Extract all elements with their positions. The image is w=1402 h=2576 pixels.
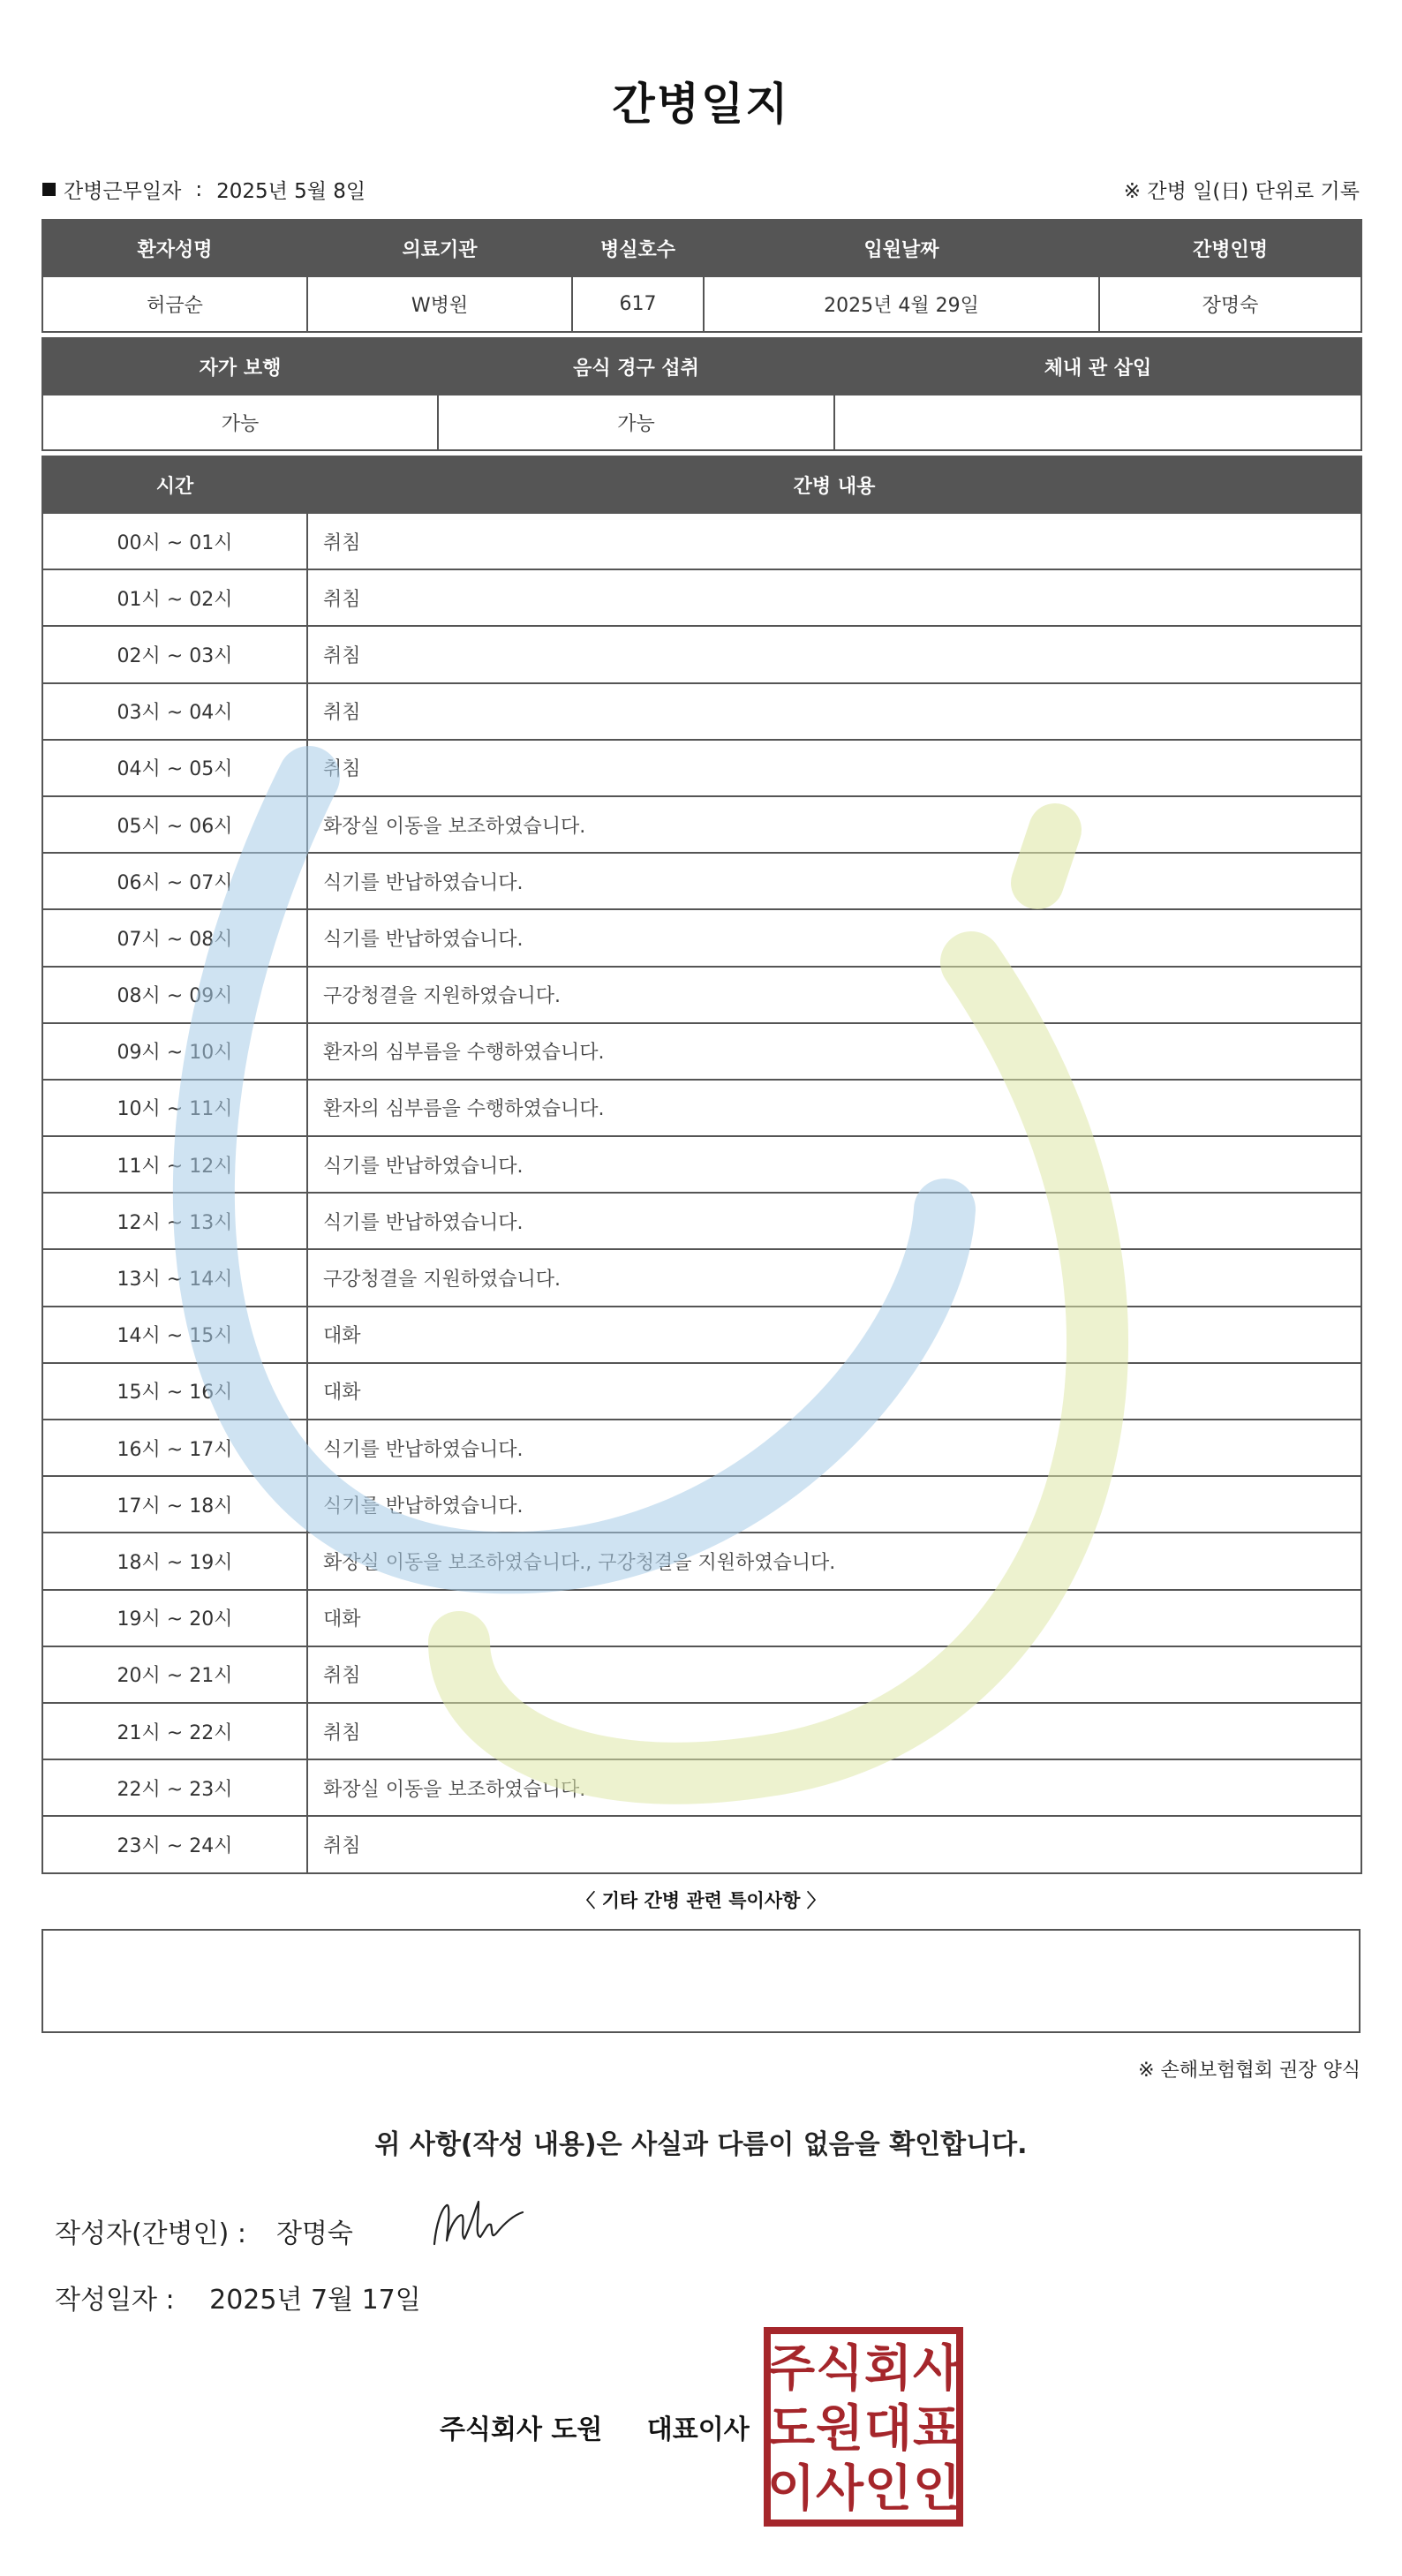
log-content: 식기를 반납하였습니다. (307, 909, 1361, 966)
written-date-value: 2025년 7월 17일 (209, 2285, 421, 2316)
room-number: 617 (572, 276, 704, 332)
work-date (42, 175, 366, 204)
confirmation-statement: 위 사항(작성 내용)은 사실과 다름이 없음을 확인합니다. (374, 2129, 1028, 2160)
log-content: 구강청결을 지원하였습니다. (307, 1249, 1361, 1306)
patient-info-table (41, 219, 1362, 333)
seal-glyph: 대 (863, 2400, 913, 2458)
log-content: 구강청결을 지원하였습니다. (307, 967, 1361, 1023)
log-time: 11시 ~ 12시 (42, 1136, 307, 1193)
writer-row (55, 2211, 353, 2250)
table-row (42, 683, 1361, 740)
table-row (42, 967, 1361, 1023)
header-admission-date: 입원날짜 (704, 220, 1099, 276)
log-content: 취침 (307, 683, 1361, 740)
page-title: 간병일지 (612, 79, 790, 130)
patient-condition-table (41, 337, 1362, 451)
log-content: 식기를 반납하였습니다. (307, 1193, 1361, 1249)
form-source-note: ※ 손해보험협회 권장 양식 (1138, 2060, 1361, 2082)
seal-glyph: 인 (863, 2460, 913, 2518)
table-row (42, 1533, 1361, 1589)
table-row (42, 1476, 1361, 1533)
table-row (42, 1307, 1361, 1363)
log-time: 09시 ~ 10시 (42, 1023, 307, 1080)
seal-glyph: 인 (912, 2460, 961, 2518)
log-time: 20시 ~ 21시 (42, 1646, 307, 1703)
table-row (42, 1759, 1361, 1816)
work-date-value: 2025년 5월 8일 (216, 180, 366, 203)
log-time: 17시 ~ 18시 (42, 1476, 307, 1533)
header-oral-intake: 음식 경구 섭취 (438, 338, 834, 395)
table-row (42, 853, 1361, 909)
company-signoff (440, 2407, 750, 2446)
header-room-number: 병실호수 (572, 220, 704, 276)
log-time: 19시 ~ 20시 (42, 1590, 307, 1646)
table-row (42, 796, 1361, 853)
header-time: 시간 (42, 456, 307, 513)
written-date-label: 작성일자 : (55, 2285, 175, 2316)
log-time: 06시 ~ 07시 (42, 853, 307, 909)
log-content: 대화 (307, 1307, 1361, 1363)
table-row (42, 1816, 1361, 1872)
table-row (42, 1080, 1361, 1136)
institution: W병원 (307, 276, 572, 332)
table-row (42, 1363, 1361, 1420)
seal-glyph: 이 (766, 2460, 816, 2518)
log-time: 01시 ~ 02시 (42, 569, 307, 626)
seal-glyph: 원 (815, 2400, 864, 2458)
table-row (42, 740, 1361, 796)
table-row (42, 1249, 1361, 1306)
log-time: 05시 ~ 06시 (42, 796, 307, 853)
care-log-table (41, 456, 1362, 1874)
log-time: 10시 ~ 11시 (42, 1080, 307, 1136)
log-content: 식기를 반납하였습니다. (307, 1420, 1361, 1476)
patient-name: 허금순 (42, 276, 307, 332)
seal-glyph: 주 (766, 2340, 816, 2398)
log-time: 04시 ~ 05시 (42, 740, 307, 796)
header-caregiver-name: 간병인명 (1099, 220, 1361, 276)
meta-row (42, 175, 1360, 205)
log-content: 식기를 반납하였습니다. (307, 1476, 1361, 1533)
self-walking: 가능 (42, 395, 438, 450)
log-content: 취침 (307, 740, 1361, 796)
table-row (42, 1703, 1361, 1759)
log-content: 취침 (307, 1816, 1361, 1872)
written-date-row (55, 2278, 421, 2316)
table-row (42, 513, 1361, 569)
seal-glyph: 사 (912, 2340, 961, 2398)
log-content: 식기를 반납하였습니다. (307, 853, 1361, 909)
company-rep-title: 대표이사 (646, 2414, 750, 2445)
log-time: 14시 ~ 15시 (42, 1307, 307, 1363)
remarks-label: 〈 기타 간병 관련 특이사항 〉 (577, 1890, 825, 1911)
log-time: 07시 ~ 08시 (42, 909, 307, 966)
table-row (42, 569, 1361, 626)
log-time: 22시 ~ 23시 (42, 1759, 307, 1816)
work-date-separator: : (195, 177, 203, 201)
log-content: 환자의 심부름을 수행하였습니다. (307, 1080, 1361, 1136)
seal-glyph: 회 (863, 2340, 913, 2398)
writer-label: 작성자(간병인) : (55, 2218, 246, 2249)
log-time: 00시 ~ 01시 (42, 513, 307, 569)
log-content: 취침 (307, 626, 1361, 682)
writer-name: 장명숙 (275, 2218, 353, 2249)
square-bullet-icon (42, 183, 56, 196)
tube-insertion (834, 395, 1361, 450)
log-content: 대화 (307, 1590, 1361, 1646)
log-time: 21시 ~ 22시 (42, 1703, 307, 1759)
log-content: 화장실 이동을 보조하였습니다. (307, 1759, 1361, 1816)
table-row (42, 1023, 1361, 1080)
admission-date: 2025년 4월 29일 (704, 276, 1099, 332)
company-seal-stamp (764, 2327, 963, 2527)
log-content: 취침 (307, 569, 1361, 626)
header-care-content: 간병 내용 (307, 456, 1361, 513)
log-time: 16시 ~ 17시 (42, 1420, 307, 1476)
log-time: 15시 ~ 16시 (42, 1363, 307, 1420)
seal-glyph: 식 (815, 2340, 864, 2398)
header-tube-insertion: 체내 관 삽입 (834, 338, 1361, 395)
table-row (42, 1590, 1361, 1646)
table-row (42, 1193, 1361, 1249)
log-time: 18시 ~ 19시 (42, 1533, 307, 1589)
table-row (42, 909, 1361, 966)
table-row (42, 1420, 1361, 1476)
header-patient-name: 환자성명 (42, 220, 307, 276)
log-content: 취침 (307, 513, 1361, 569)
log-time: 13시 ~ 14시 (42, 1249, 307, 1306)
oral-intake: 가능 (438, 395, 834, 450)
table-row (42, 1136, 1361, 1193)
handwritten-signature (424, 2189, 530, 2260)
log-content: 환자의 심부름을 수행하였습니다. (307, 1023, 1361, 1080)
seal-glyph: 표 (912, 2400, 961, 2458)
caregiver-name: 장명숙 (1099, 276, 1361, 332)
log-content: 식기를 반납하였습니다. (307, 1136, 1361, 1193)
log-time: 12시 ~ 13시 (42, 1193, 307, 1249)
log-time: 02시 ~ 03시 (42, 626, 307, 682)
header-institution: 의료기관 (307, 220, 572, 276)
header-self-walking: 자가 보행 (42, 338, 438, 395)
table-row (42, 626, 1361, 682)
log-time: 03시 ~ 04시 (42, 683, 307, 740)
company-name: 주식회사 도원 (440, 2414, 603, 2445)
table-row (42, 1646, 1361, 1703)
seal-glyph: 도 (766, 2400, 816, 2458)
log-time: 08시 ~ 09시 (42, 967, 307, 1023)
log-time: 23시 ~ 24시 (42, 1816, 307, 1872)
log-content: 대화 (307, 1363, 1361, 1420)
log-content: 취침 (307, 1703, 1361, 1759)
work-date-label: 간병근무일자 (64, 180, 182, 203)
record-unit-note: ※ 간병 일(日) 단위로 기록 (1123, 180, 1360, 203)
remarks-box (41, 1929, 1361, 2033)
log-content: 화장실 이동을 보조하였습니다., 구강청결을 지원하였습니다. (307, 1533, 1361, 1589)
log-content: 취침 (307, 1646, 1361, 1703)
log-content: 화장실 이동을 보조하였습니다. (307, 796, 1361, 853)
seal-glyph: 사 (815, 2460, 864, 2518)
